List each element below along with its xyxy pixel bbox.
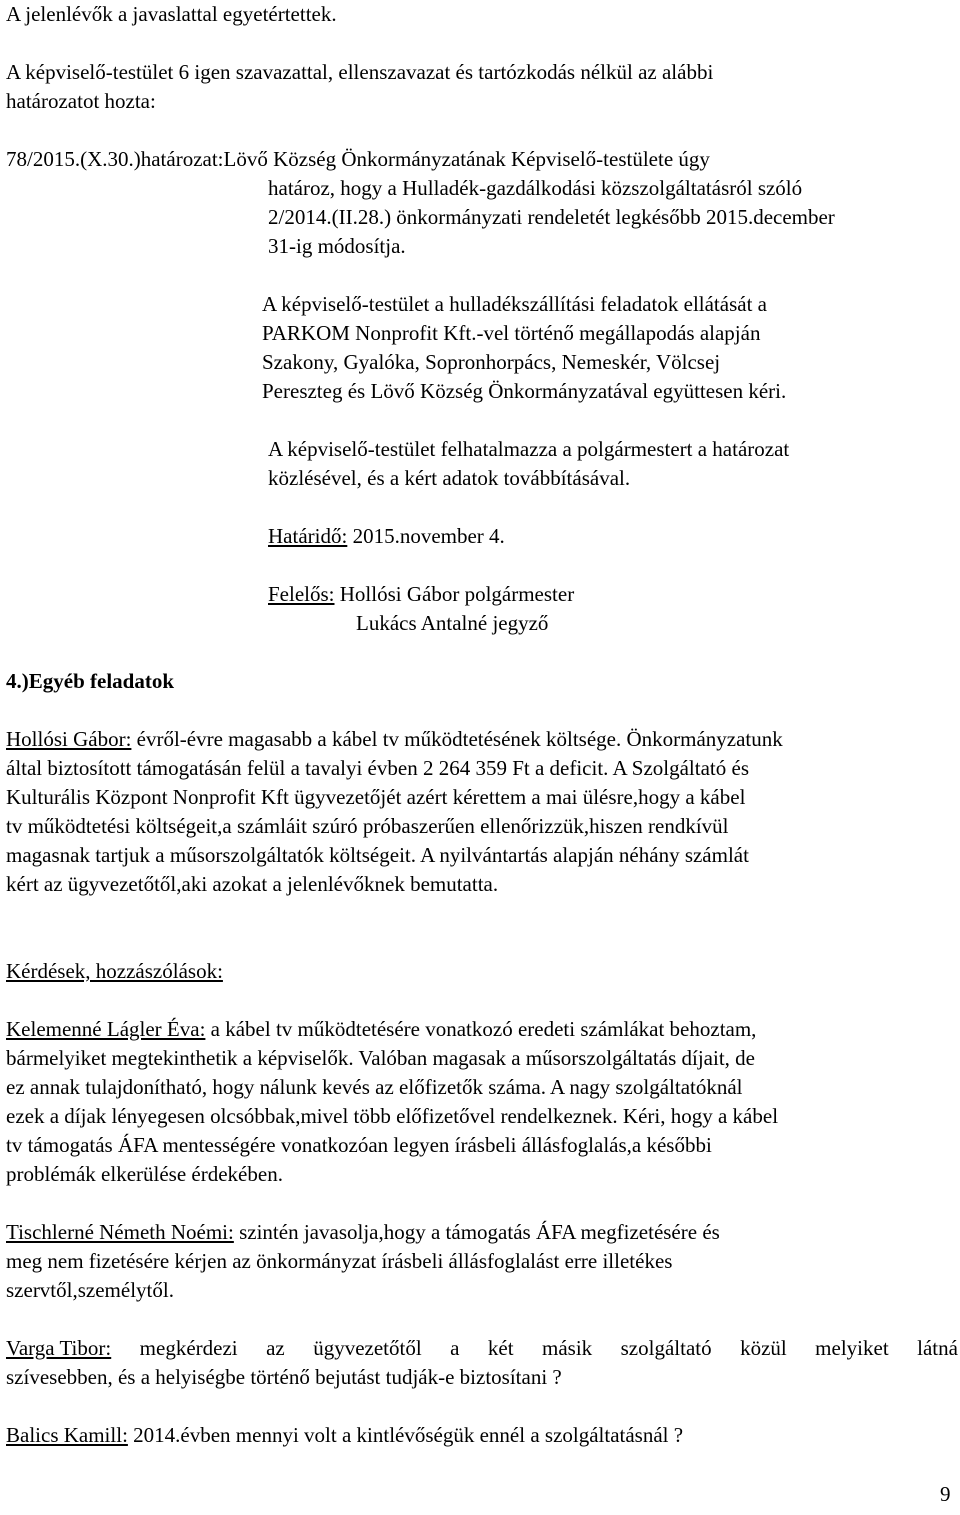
balics-line-1: Balics Kamill: 2014.évben mennyi volt a kintlévőségük ennél a szolgáltatásnál ? [6,1423,684,1447]
page-number: 9 [940,1482,951,1506]
deadline [268,526,505,547]
resolution-p3-line-1: A képviselő-testület felhatalmazza a polgármestert a határozat [268,437,790,461]
kelemenne-line-6: problémák elkerülése érdekében. [6,1162,283,1186]
section4-line-6: kért az ügyvezetőtől,aki azokat a jelenlévőknek bemutatta. [6,872,499,896]
varga-line-2: szívesebben, és a helyiségbe történő bejutást tudják-e biztosítani ? [6,1365,562,1389]
resolution-number: 78/2015.(X.30.)határozat: [6,147,224,171]
varga-word: a [450,1336,460,1360]
speaker-balics: Balics Kamill: [6,1423,128,1447]
intro-line-3: határozatot hozta: [6,89,156,113]
section4-line-1: Hollósi Gábor: évről-évre magasabb a kábel tv működtetésének költsége. Önkormányzatunk [6,727,783,751]
section4-line-3: Kulturális Központ Nonprofit Kft ügyvezetőjét azért kérettem a mai ülésre,hogy a kábel [6,785,746,809]
varga-word: az [266,1336,285,1360]
kelemenne-line-4: ezek a díjak lényegesen olcsóbbak,mivel több előfizetővel rendelkeznek. Kéri, hogy a kábel [6,1104,779,1128]
speaker-tischlerne: Tischlerné Németh Noémi: [6,1220,234,1244]
varga-line-1 [6,1338,958,1359]
intro-line-2: A képviselő-testület 6 igen szavazattal, ellenszavazat és tartózkodás nélkül az alábbi [6,60,714,84]
kelemenne-line-3: ez annak tulajdonítható, hogy nálunk kevés az előfizetők száma. A nagy szolgáltatóknál [6,1075,743,1099]
section4-line-2: által biztosított támogatásán felül a tavalyi évben 2 264 359 Ft a deficit. A Szolgáltató és [6,756,749,780]
varga-word: ügyvezetőtől [313,1336,422,1360]
questions-heading: Kérdések, hozzászólások: [6,959,223,983]
varga-word: megkérdezi [139,1336,238,1360]
varga-word: melyiket [815,1336,889,1360]
intro-line-1: A jelenlévők a javaslattal egyetértettek. [6,2,337,26]
responsible [268,584,574,605]
kelemenne-line-2: bármelyiket megtekinthetik a képviselők. Valóban magasak a műsorszolgáltatás díjait, de [6,1046,755,1070]
kelemenne-line-5: tv támogatás ÁFA mentességére vonatkozóan legyen írásbeli állásfoglalás,a későbbi [6,1133,712,1157]
varga-word: szolgáltató [620,1336,712,1360]
tischlerne-line-2: meg nem fizetésére kérjen az önkormányzat írásbeli állásfoglalást erre illetékes [6,1249,673,1273]
varga-word: látná [917,1336,958,1360]
resolution-p2-line-1: A képviselő-testület a hulladékszállítási feladatok ellátását a [262,292,767,316]
varga-word: másik [542,1336,593,1360]
resolution-p2-line-3: Szakony, Gyalóka, Sopronhorpács, Nemeskér, Völcsej [262,350,721,374]
varga-word: két [487,1336,514,1360]
speaker-kelemenne: Kelemenné Lágler Éva: [6,1017,206,1041]
section-4-heading: 4.)Egyéb feladatok [6,669,174,693]
varga-word: közül [740,1336,787,1360]
tischlerne-line-3: szervtől,személytől. [6,1278,174,1302]
resolution-p2-line-2: PARKOM Nonprofit Kft.-vel történő megállapodás alapján [262,321,761,345]
resolution-first-line: 78/2015.(X.30.)határozat:Lövő Község Önkormányzatának Képviselő-testülete úgy [6,147,710,171]
kelemenne-line-1: Kelemenné Lágler Éva: a kábel tv működtetésére vonatkozó eredeti számlákat behoztam, [6,1017,757,1041]
deadline-value: 2015.november 4. [347,524,505,548]
resolution-p2-line-4: Pereszteg és Lövő Község Önkormányzatával együttesen kéri. [262,379,787,403]
resolution-p3-line-2: közlésével, és a kért adatok továbbításával. [268,466,631,490]
deadline-label: Határidő: [268,524,348,548]
tischlerne-line-1: Tischlerné Németh Noémi: szintén javasolja,hogy a támogatás ÁFA megfizetésére és [6,1220,720,1244]
resolution-line-4: 31-ig módosítja. [268,234,406,258]
speaker-hollosi: Hollósi Gábor: [6,727,132,751]
resolution-line-2: határoz, hogy a Hulladék-gazdálkodási közszolgáltatásról szóló [268,176,803,200]
resolution-line-3: 2/2014.(II.28.) önkormányzati rendeletét legkésőbb 2015.december [268,205,835,229]
responsible-value: Hollósi Gábor polgármester [334,582,575,606]
responsible-value-2: Lukács Antalné jegyző [356,611,549,635]
speaker-varga: Varga Tibor: [6,1336,112,1360]
responsible-label: Felelős: [268,582,335,606]
section4-line-4: tv működtetési költségeit,a számláit szúró próbaszerűen ellenőrizzük,hiszen rendkívül [6,814,729,838]
section4-line-5: magasnak tartjuk a műsorszolgáltatók költségeit. A nyilvántartás alapján néhány számlát [6,843,749,867]
